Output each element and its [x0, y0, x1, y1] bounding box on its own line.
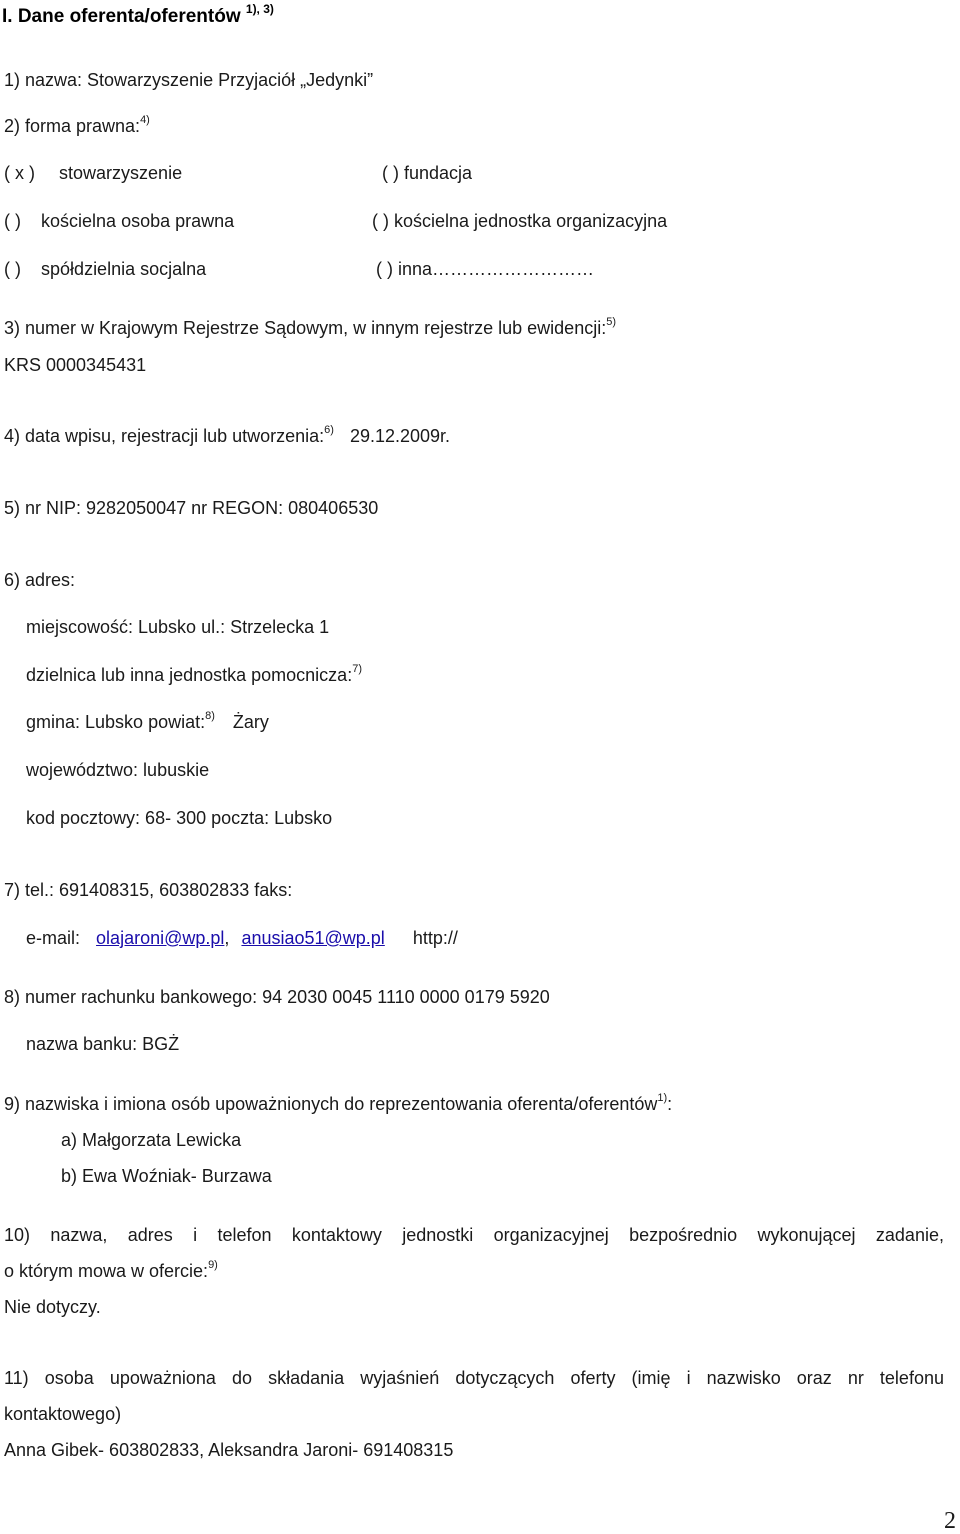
address-commune — [26, 711, 269, 733]
word: dotyczących — [455, 1368, 555, 1388]
word: oferty — [570, 1368, 616, 1388]
option-mark: ( ) — [382, 163, 399, 183]
address-postal: kod pocztowy: 68- 300 poczta: Lubsko — [26, 808, 333, 828]
address-district — [26, 664, 362, 686]
option-spoldzielnia-socjalna — [4, 258, 206, 280]
word: nazwa, — [50, 1225, 108, 1245]
legal-form-footnote: 4) — [140, 114, 150, 126]
word: bezpośrednio — [629, 1225, 738, 1245]
representatives-label — [4, 1093, 672, 1115]
option-mark: ( ) — [4, 259, 21, 279]
option-label: fundacja — [404, 163, 473, 183]
word: (imię — [631, 1368, 671, 1388]
entry-date-label: 4) data wpisu, rejestracji lub utworzenia: — [4, 426, 325, 446]
option-label: stowarzyszenie — [59, 163, 183, 183]
representatives-footnote: 1) — [657, 1092, 668, 1104]
explain-label-line1 — [4, 1367, 944, 1389]
entry-date-value: 29.12.2009r. — [349, 426, 451, 446]
registry-label — [4, 317, 616, 339]
bank-account: 8) numer rachunku bankowego: 94 2030 0045 1110 0000 0179 5920 — [4, 987, 550, 1007]
word: oraz — [796, 1368, 832, 1388]
entry-date-footnote: 6) — [324, 424, 334, 436]
word: i — [193, 1225, 198, 1245]
option-fundacja — [382, 162, 472, 184]
word: 10) — [4, 1225, 31, 1245]
email-link-1[interactable]: olajaroni@wp.pl — [96, 928, 225, 948]
word: telefonu — [879, 1368, 944, 1388]
word: wyjaśnień — [360, 1368, 440, 1388]
address-commune-label: gmina: Lubsko powiat: — [26, 712, 206, 732]
option-koscielna-jednostka — [372, 210, 667, 232]
word: składania — [268, 1368, 345, 1388]
bank-name: nazwa banku: BGŻ — [26, 1034, 180, 1054]
word: do — [232, 1368, 253, 1388]
option-mark: ( ) — [4, 211, 21, 231]
contact-phone: 7) tel.: 691408315, 603802833 faks: — [4, 880, 293, 900]
word: zadanie, — [875, 1225, 944, 1245]
word: osoba — [44, 1368, 94, 1388]
legal-form-label-text: 2) forma prawna: — [4, 116, 141, 136]
option-mark: ( ) — [376, 259, 393, 279]
address-voivodeship: województwo: lubuskie — [26, 760, 210, 780]
address-city-street: miejscowość: Lubsko ul.: Strzelecka 1 — [26, 617, 330, 637]
option-inna — [376, 258, 594, 280]
representative-item: a) Małgorzata Lewicka — [61, 1130, 242, 1150]
word: nazwisko — [706, 1368, 781, 1388]
word: jednostki — [402, 1225, 474, 1245]
representative-item: b) Ewa Woźniak- Burzawa — [61, 1166, 272, 1186]
unit-label-line2 — [4, 1260, 218, 1282]
representatives-label-text: 9) nazwiska i imiona osób upoważnionych do reprezentowania oferenta/oferentów — [4, 1094, 658, 1114]
registry-label-text: 3) numer w Krajowym Rejestrze Sądowym, w innym rejestrze lub ewidencji: — [4, 318, 607, 338]
registry-footnote: 5) — [606, 316, 616, 328]
page-number: 2 — [944, 1508, 956, 1534]
unit-label-line1 — [4, 1224, 944, 1246]
explain-label-line2: kontaktowego) — [4, 1404, 122, 1424]
option-mark: ( ) — [372, 211, 389, 231]
word: wykonującej — [757, 1225, 856, 1245]
word: adres — [127, 1225, 173, 1245]
word: upoważniona — [109, 1368, 216, 1388]
word: telefon — [217, 1225, 272, 1245]
option-label: kościelna osoba prawna — [41, 211, 235, 231]
option-stowarzyszenie — [4, 162, 182, 184]
option-mark: ( x ) — [4, 163, 35, 183]
entry-date — [4, 425, 450, 447]
website-value: http:// — [412, 928, 458, 948]
word: i — [686, 1368, 691, 1388]
unit-label-line2-text: o którym mowa w ofercie: — [4, 1261, 209, 1281]
address-district-footnote: 7) — [352, 663, 362, 675]
address-district-label: dzielnica lub inna jednostka pomocnicza: — [26, 665, 353, 685]
address-county: Żary — [232, 712, 269, 732]
word: nr — [847, 1368, 864, 1388]
option-koscielna-osoba-prawna — [4, 210, 234, 232]
representatives-colon: : — [667, 1094, 673, 1114]
section-title — [2, 1, 274, 28]
email-link-2[interactable]: anusiao51@wp.pl — [241, 928, 385, 948]
word: kontaktowy — [291, 1225, 382, 1245]
legal-form-label — [4, 115, 150, 137]
nip-regon: 5) nr NIP: 9282050047 nr REGON: 080406530 — [4, 498, 379, 518]
address-commune-footnote: 8) — [205, 710, 215, 722]
section-title-text: I. Dane oferenta/oferentów — [2, 6, 241, 27]
option-label: spółdzielnia socjalna — [41, 259, 207, 279]
contact-email-row — [26, 927, 458, 949]
unit-footnote: 9) — [208, 1259, 218, 1271]
option-label: inna……………………… — [398, 259, 595, 279]
word: 11) — [4, 1368, 29, 1388]
option-label: kościelna jednostka organizacyjna — [394, 211, 668, 231]
unit-value: Nie dotyczy. — [4, 1297, 101, 1317]
address-label: 6) adres: — [4, 570, 76, 590]
section-title-footnote: 1), 3) — [245, 1, 274, 16]
registry-value: KRS 0000345431 — [4, 355, 147, 375]
name-line: 1) nazwa: Stowarzyszenie Przyjaciół „Jedynki” — [4, 70, 374, 90]
email-separator: , — [224, 928, 230, 948]
word: organizacyjnej — [493, 1225, 609, 1245]
email-label: e-mail: — [26, 928, 81, 948]
explain-value: Anna Gibek- 603802833, Aleksandra Jaroni- 691408315 — [4, 1440, 454, 1460]
